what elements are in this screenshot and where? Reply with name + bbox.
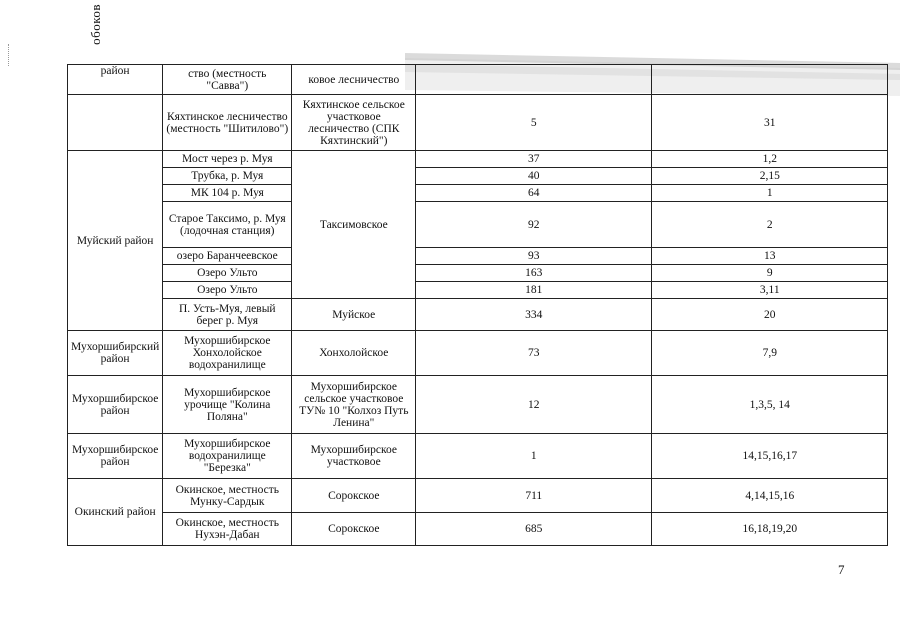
district-cell: Мухоршибирское район <box>68 376 163 434</box>
value1-cell: 334 <box>416 299 652 331</box>
site-cell: П. Усть-Муя, левый берег р. Муя <box>163 299 292 331</box>
site-cell: Кяхтинское лесничество (местность "Шитилово") <box>163 95 292 151</box>
site-cell: ство (местность "Савва") <box>163 65 292 95</box>
scan-speck <box>8 44 11 66</box>
value2-cell: 2,15 <box>652 168 888 185</box>
table-row <box>68 202 888 248</box>
forestry-cell: Кяхтинское сельское участковое лесничество (СПК Кяхтинский") <box>292 95 416 151</box>
table-row <box>68 95 888 151</box>
table-row <box>68 65 888 95</box>
forestry-cell: Муйское <box>292 299 416 331</box>
value1-cell: 12 <box>416 376 652 434</box>
forestry-cell: Хонхолойское <box>292 331 416 376</box>
rotated-side-text: обоков <box>88 4 103 45</box>
value2-cell: 31 <box>652 95 888 151</box>
district-cell: Окинский район <box>68 479 163 546</box>
district-cell: Мухоршибирский район <box>68 331 163 376</box>
site-cell: Старое Таксимо, р. Муя (лодочная станция) <box>163 202 292 248</box>
forestry-cell: Сорокское <box>292 513 416 546</box>
district-cell: Мухоршибирское район <box>68 434 163 479</box>
value2-cell: 1,3,5, 14 <box>652 376 888 434</box>
value2-cell: 9 <box>652 265 888 282</box>
forestry-cell: Мухоршибирское участковое <box>292 434 416 479</box>
value1-cell: 92 <box>416 202 652 248</box>
value2-cell: 14,15,16,17 <box>652 434 888 479</box>
value1-cell: 181 <box>416 282 652 299</box>
data-table <box>67 64 888 546</box>
site-cell: Мухоршибирское водохранилище "Березка" <box>163 434 292 479</box>
site-cell: Озеро Ульто <box>163 282 292 299</box>
table-row <box>68 376 888 434</box>
value1-cell <box>416 65 652 95</box>
table-row <box>68 513 888 546</box>
table-row <box>68 479 888 513</box>
value1-cell: 73 <box>416 331 652 376</box>
value2-cell: 16,18,19,20 <box>652 513 888 546</box>
site-cell: Трубка, р. Муя <box>163 168 292 185</box>
value2-cell: 13 <box>652 248 888 265</box>
value1-cell: 64 <box>416 185 652 202</box>
value1-cell: 40 <box>416 168 652 185</box>
district-cell <box>68 95 163 151</box>
forestry-cell: Мухоршибирское сельское участковое ТУ№ 10 "Колхоз Путь Ленина" <box>292 376 416 434</box>
value2-cell: 3,11 <box>652 282 888 299</box>
value1-cell: 1 <box>416 434 652 479</box>
table-row <box>68 434 888 479</box>
value2-cell: 1,2 <box>652 151 888 168</box>
value2-cell: 2 <box>652 202 888 248</box>
table-row <box>68 185 888 202</box>
value1-cell: 685 <box>416 513 652 546</box>
district-cell: Муйский район <box>68 151 163 331</box>
value1-cell: 37 <box>416 151 652 168</box>
table-row <box>68 248 888 265</box>
table-row <box>68 265 888 282</box>
value1-cell: 163 <box>416 265 652 282</box>
page-number: 7 <box>838 562 845 577</box>
district-cell: район <box>68 65 163 95</box>
value1-cell: 93 <box>416 248 652 265</box>
site-cell: озеро Баранчеевское <box>163 248 292 265</box>
table-row <box>68 282 888 299</box>
table-row <box>68 168 888 185</box>
value2-cell: 4,14,15,16 <box>652 479 888 513</box>
site-cell: Мухоршибирское Хонхолойское водохранилище <box>163 331 292 376</box>
site-cell: Озеро Ульто <box>163 265 292 282</box>
value2-cell: 20 <box>652 299 888 331</box>
forestry-cell: Сорокское <box>292 479 416 513</box>
site-cell: Окинское, местность Нухэн-Дабан <box>163 513 292 546</box>
table-row <box>68 331 888 376</box>
value1-cell: 5 <box>416 95 652 151</box>
value1-cell: 711 <box>416 479 652 513</box>
site-cell: Мухоршибирское урочище "Колина Поляна" <box>163 376 292 434</box>
value2-cell <box>652 65 888 95</box>
site-cell: МК 104 р. Муя <box>163 185 292 202</box>
site-cell: Окинское, местность Мунку-Сардык <box>163 479 292 513</box>
value2-cell: 1 <box>652 185 888 202</box>
forestry-cell: Таксимовское <box>292 151 416 299</box>
forestry-cell: ковое лесничество <box>292 65 416 95</box>
value2-cell: 7,9 <box>652 331 888 376</box>
table-row <box>68 151 888 168</box>
site-cell: Мост через р. Муя <box>163 151 292 168</box>
table-row <box>68 299 888 331</box>
